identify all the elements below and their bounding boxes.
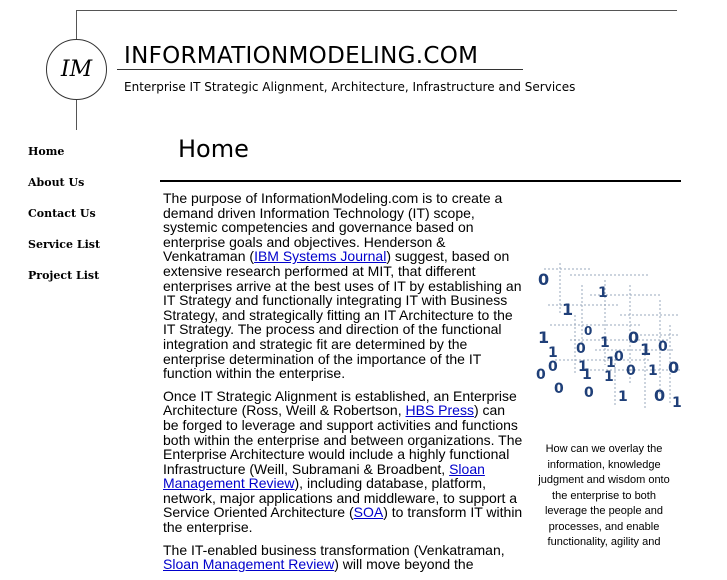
- link-ibm-systems-journal[interactable]: IBM Systems Journal: [254, 248, 387, 265]
- binary-digit: 1: [578, 359, 588, 375]
- nav-item-home: [28, 145, 100, 176]
- binary-digit: 0: [536, 367, 546, 383]
- paragraph-purpose: [163, 191, 523, 381]
- paragraph-text: ), including database, platform, network, major applications and middleware, to support a Service Oriented Architecture (: [163, 475, 518, 521]
- paragraph-text: The purpose of InformationModeling.com is to create a demand driven Information Technology (IT) scope, systemic competencies and governance based on enterprise goals and objectives. Henderson & Venkatraman (: [163, 190, 503, 265]
- paragraph-text: ) suggest, based on extensive research performed at MIT, that different enterprises arrive at the best uses of IT by establishing an IT Strategy and functionally integrating IT with Business Strategy, and strategically fitting an IT Architecture to the IT Strategy. The process and direction of the functional integration and strategic fit are determined by the enterprise determination of the importance of the IT function within the enterprise.: [163, 248, 522, 382]
- paragraph-text: ) to transform IT within the enterprise.: [163, 504, 523, 536]
- nav-link-home[interactable]: Home: [28, 145, 65, 158]
- binary-digit: 1: [562, 300, 574, 319]
- binary-digit: 0: [584, 324, 593, 338]
- paragraph-text: The IT-enabled business transformation (Venkatraman,: [163, 541, 505, 558]
- paragraph-transformation: [163, 543, 523, 572]
- binary-digit: 1: [548, 345, 558, 361]
- title-rule: [117, 69, 523, 70]
- binary-digits: [536, 270, 682, 411]
- header-top-rule: [76, 10, 677, 11]
- nav-link-project-list[interactable]: Project List: [28, 269, 100, 282]
- paragraph-enterprise-architecture: [163, 389, 523, 535]
- binary-digit: 1: [640, 340, 652, 359]
- nav-item-contact-us: [28, 207, 100, 238]
- binary-digit: 1: [600, 335, 610, 351]
- binary-digit: 1: [604, 369, 614, 385]
- binary-digit: 0: [584, 385, 594, 401]
- nav-link-about-us[interactable]: About Us: [28, 176, 85, 189]
- link-sloan-management-review-2[interactable]: Sloan Management Review: [163, 556, 335, 573]
- nav-item-project-list: [28, 269, 100, 300]
- binary-digit: 0: [626, 363, 636, 379]
- binary-digit: 0: [554, 381, 564, 397]
- paragraph-text: ) will move beyond the: [334, 556, 474, 573]
- main-content: [163, 191, 523, 580]
- site-title: INFORMATIONMODELING.COM: [124, 43, 479, 69]
- nav-item-about-us: [28, 176, 100, 207]
- binary-digit: 1: [582, 367, 592, 383]
- main-nav: [28, 145, 100, 300]
- binary-digit: 1: [606, 355, 616, 371]
- heading-rule: [160, 180, 681, 182]
- nav-link-contact-us[interactable]: Contact Us: [28, 207, 96, 220]
- site-tagline: Enterprise IT Strategic Alignment, Architecture, Infrastructure and Services: [124, 80, 576, 94]
- binary-circuit-illustration: [530, 255, 685, 425]
- binary-digit: 0: [614, 349, 624, 365]
- link-soa[interactable]: SOA: [353, 504, 384, 521]
- paragraph-text: Once IT Strategic Alignment is established, an Enterprise Architecture (Ross, Weill & Robertson,: [163, 387, 517, 419]
- binary-digit: 1: [648, 363, 658, 379]
- binary-digit: 0: [538, 270, 550, 289]
- nav-link-service-list[interactable]: Service List: [28, 238, 101, 251]
- logo-text: IM: [60, 57, 93, 82]
- paragraph-text: ) can be forged to leverage and support activities and functions both within the enterprise and between organizations. The Enterprise Architecture would include a highly functional Infrastructure (Weill, Subramani & Broadbent,: [163, 402, 523, 477]
- site-logo[interactable]: [46, 39, 107, 100]
- link-sloan-management-review[interactable]: Sloan Management Review: [163, 460, 485, 492]
- binary-digit: 0: [658, 339, 668, 355]
- binary-digit: 0: [628, 328, 640, 347]
- binary-digit: 0: [576, 341, 586, 357]
- binary-digit: 0: [548, 359, 558, 375]
- binary-digit: 1: [618, 389, 628, 405]
- binary-digit: 1: [672, 395, 682, 411]
- page-title: Home: [178, 135, 249, 163]
- binary-digit: 0: [668, 358, 680, 377]
- binary-digit: 1: [538, 328, 550, 347]
- nav-item-service-list: [28, 238, 100, 269]
- figure-caption: How can we overlay the information, knowledge judgment and wisdom onto the enterprise to both leverage the people and processes, and enable functionality, agility and: [538, 443, 670, 548]
- link-hbs-press[interactable]: HBS Press: [405, 402, 474, 419]
- binary-digit: 0: [654, 386, 666, 405]
- binary-digit: 1: [598, 285, 608, 301]
